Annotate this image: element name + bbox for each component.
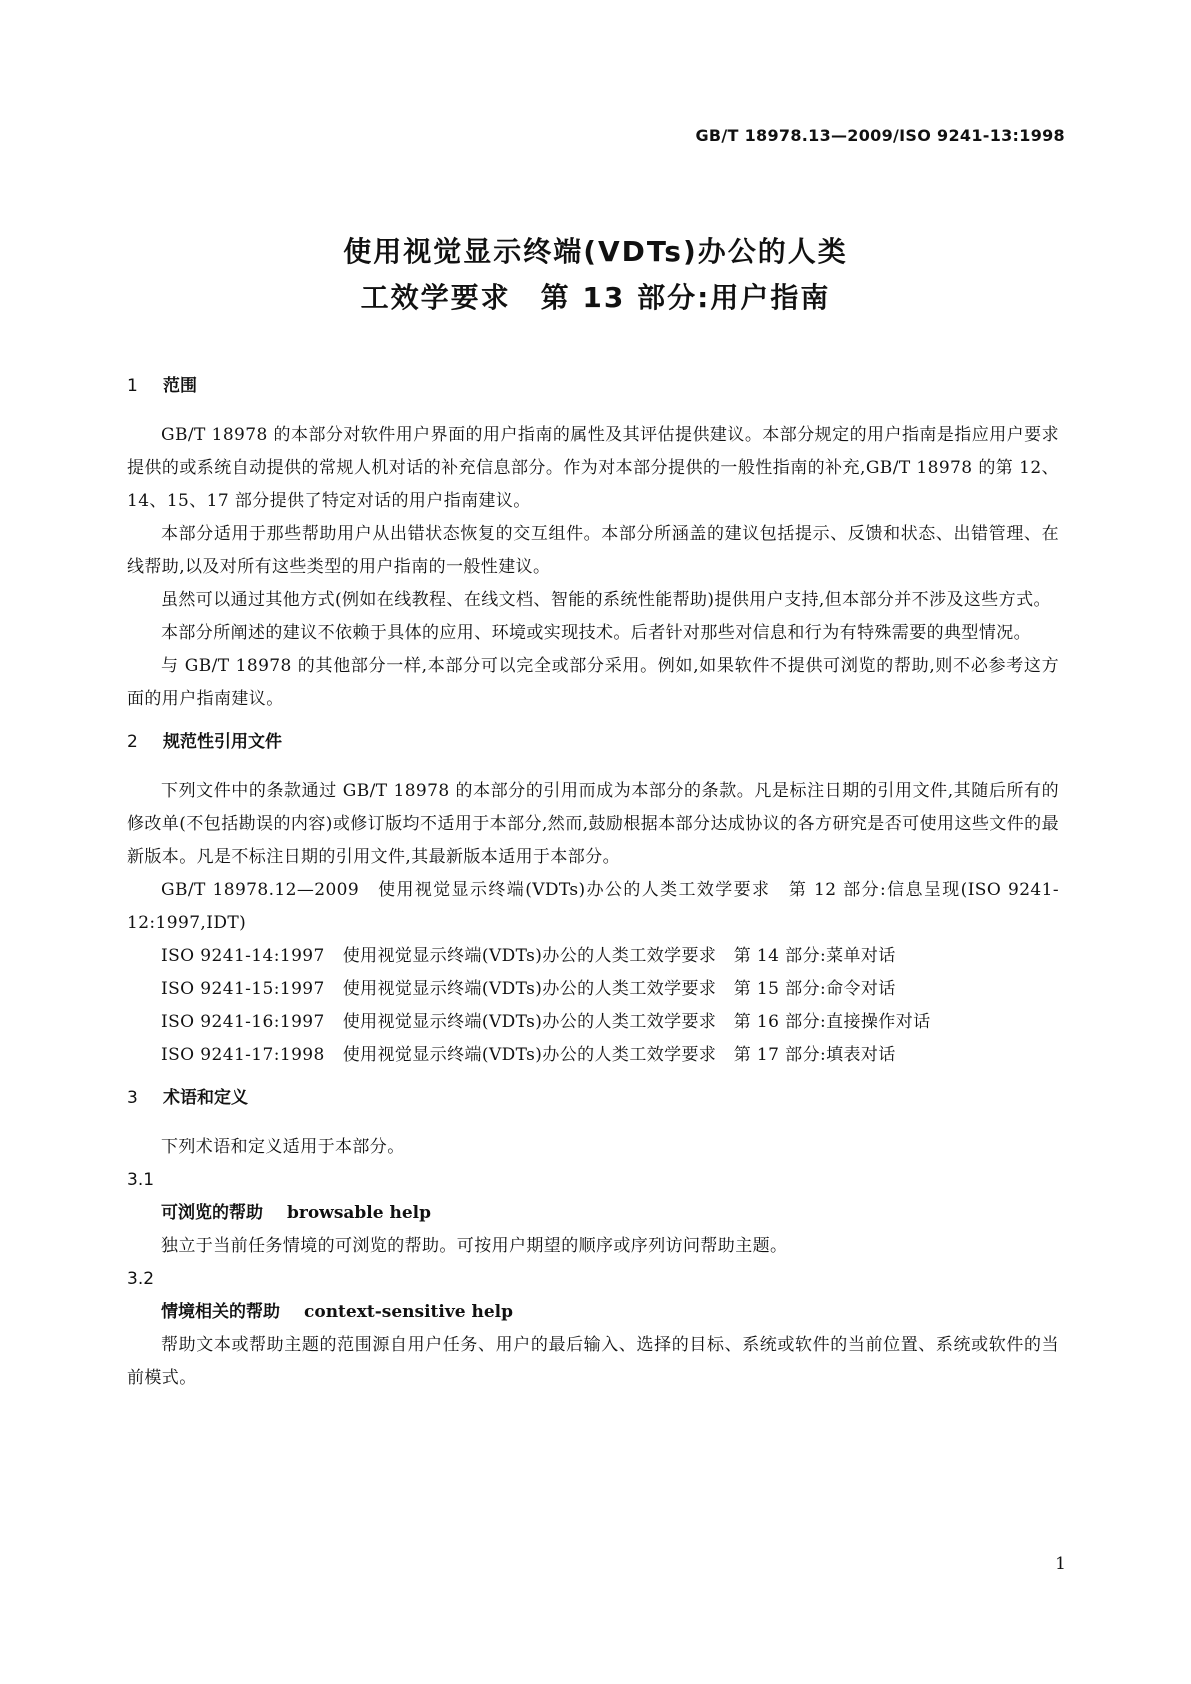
section-number: 3 (127, 1088, 138, 1108)
document-title-line2: 工效学要求 第 13 部分:用户指南 (360, 281, 831, 314)
reference-code: GB/T 18978.12—2009 (161, 880, 360, 900)
section-title: 规范性引用文件 (163, 732, 282, 752)
normative-reference (127, 940, 1059, 973)
normative-reference (127, 973, 1059, 1006)
clause-number: 3.1 (127, 1170, 155, 1190)
section-number: 2 (127, 732, 138, 752)
term-definition: 帮助文本或帮助主题的范围源自用户任务、用户的最后输入、选择的目标、系统或软件的当前位置、系统或软件的当前模式。 (127, 1335, 1059, 1388)
standard-code: GB/T 18978.13—2009/ISO 9241-13:1998 (695, 126, 1065, 145)
normative-reference (127, 1039, 1059, 1072)
paragraph: 虽然可以通过其他方式(例如在线教程、在线文档、智能的系统性能帮助)提供用户支持,但本部分并不涉及这些方式。 (161, 590, 1051, 610)
paragraph: 下列术语和定义适用于本部分。 (161, 1137, 405, 1157)
reference-code: ISO 9241-16:1997 (161, 1012, 325, 1032)
paragraph: 下列文件中的条款通过 GB/T 18978 的本部分的引用而成为本部分的条款。凡是标注日期的引用文件,其随后所有的修改单(不包括勘误的内容)或修订版均不适用于本部分,然而,鼓励根据本部分达成协议的各方研究是否可使用这些文件的最新版本。凡是不标注日期的引用文件,其最新版本适用于本部分。 (127, 781, 1059, 867)
reference-code: ISO 9241-17:1998 (161, 1045, 325, 1065)
term-en: context-sensitive help (304, 1302, 513, 1322)
paragraph: 与 GB/T 18978 的其他部分一样,本部分可以完全或部分采用。例如,如果软件不提供可浏览的帮助,则不必参考这方面的用户指南建议。 (127, 656, 1059, 709)
normative-reference (127, 874, 1059, 940)
reference-code: ISO 9241-15:1997 (161, 979, 325, 999)
term-definition: 独立于当前任务情境的可浏览的帮助。可按用户期望的顺序或序列访问帮助主题。 (161, 1236, 788, 1256)
document-title-line1: 使用视觉显示终端(VDTs)办公的人类 (343, 235, 848, 268)
clause-number: 3.2 (127, 1269, 155, 1289)
document-body (127, 370, 1059, 1395)
term-entry (127, 1197, 1059, 1230)
term-zh: 情境相关的帮助 (161, 1302, 280, 1322)
normative-reference (127, 1006, 1059, 1039)
section-title: 术语和定义 (163, 1088, 248, 1108)
reference-title: 使用视觉显示终端(VDTs)办公的人类工效学要求 第 14 部分:菜单对话 (342, 946, 896, 966)
term-entry (127, 1296, 1059, 1329)
paragraph: 本部分所阐述的建议不依赖于具体的应用、环境或实现技术。后者针对那些对信息和行为有特殊需要的典型情况。 (161, 623, 1031, 643)
reference-title: 使用视觉显示终端(VDTs)办公的人类工效学要求 第 16 部分:直接操作对话 (342, 1012, 931, 1032)
reference-title: 使用视觉显示终端(VDTs)办公的人类工效学要求 第 17 部分:填表对话 (342, 1045, 896, 1065)
paragraph: 本部分适用于那些帮助用户从出错状态恢复的交互组件。本部分所涵盖的建议包括提示、反馈和状态、出错管理、在线帮助,以及对所有这些类型的用户指南的一般性建议。 (127, 524, 1059, 577)
section-title: 范围 (163, 376, 197, 396)
section-3-heading (127, 1082, 1059, 1115)
page-number: 1 (1055, 1554, 1066, 1574)
reference-title: 使用视觉显示终端(VDTs)办公的人类工效学要求 第 15 部分:命令对话 (342, 979, 896, 999)
term-zh: 可浏览的帮助 (161, 1203, 263, 1223)
term-en: browsable help (287, 1203, 432, 1223)
paragraph: GB/T 18978 的本部分对软件用户界面的用户指南的属性及其评估提供建议。本部分规定的用户指南是指应用户要求提供的或系统自动提供的常规人机对话的补充信息部分。作为对本部分提供的一般性指南的补充,GB/T 18978 的第 12、14、15、17 部分提供了特定对话的用户指南建议。 (127, 425, 1059, 511)
section-number: 1 (127, 376, 138, 396)
reference-title: 使用视觉显示终端(VDTs)办公的人类工效学要求 第 12 部分:信息呈现(ISO 9241-12:1997,IDT) (127, 880, 1059, 933)
reference-code: ISO 9241-14:1997 (161, 946, 325, 966)
section-2-heading (127, 726, 1059, 759)
section-1-heading (127, 370, 1059, 403)
